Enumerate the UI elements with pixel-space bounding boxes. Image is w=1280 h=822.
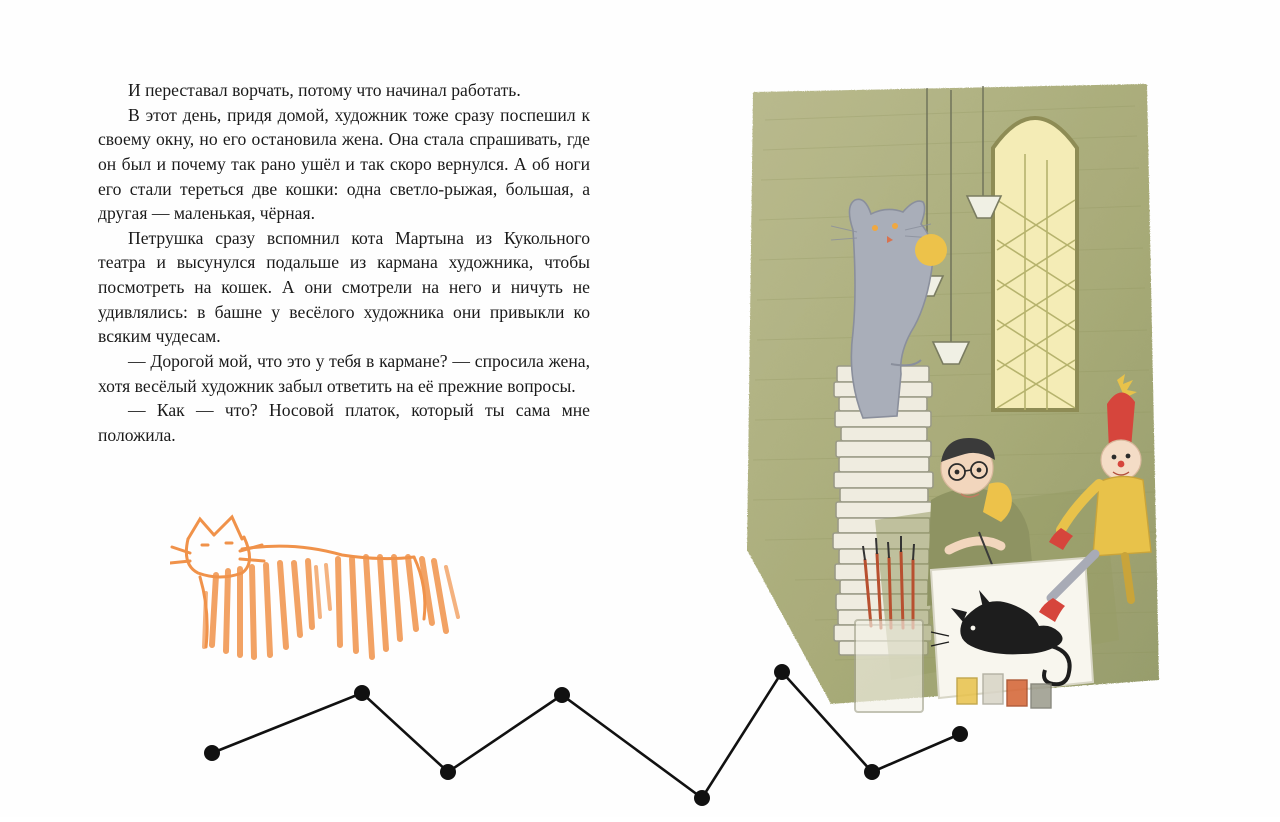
- paragraph-3: Петрушка сразу вспомнил кота Мартына из Кукольного театра и высунулся подальше из кармана художника, чтобы посмотреть на кошек. А они смотрели на него и ничуть не удивлялись: в башне у весёлого художника они привыкли ко всяким чудесам.: [98, 227, 590, 347]
- paragraph-1: И переставал ворчать, потому что начинал работать.: [128, 80, 521, 100]
- chart-point: [554, 687, 570, 703]
- illustration-panel: [735, 80, 1165, 720]
- chart-point: [774, 664, 790, 680]
- paragraph-5: — Как — что? Носовой платок, который ты сама мне положила.: [98, 400, 590, 445]
- chart-point: [204, 745, 220, 761]
- paragraph-2: В этот день, придя домой, художник тоже сразу поспешил к своему окну, но его остановила жена. Она стала спрашивать, где он был и почему так рано ушёл и так скоро вернулся. А об ноги его стали тереться две кошки: одна светло-рыжая, большая, а другая — маленькая, чёрная.: [98, 104, 590, 224]
- chart-points: [204, 664, 968, 806]
- zigzag-line-chart: [180, 660, 990, 817]
- paragraph-4: — Дорогой мой, что это у тебя в кармане? — спросила жена, хотя весёлый художник забыл ответить на её прежние вопросы.: [98, 350, 590, 396]
- chart-point: [952, 726, 968, 742]
- chart-point: [440, 764, 456, 780]
- gothic-window: [993, 118, 1077, 410]
- body-text-column: [98, 78, 590, 447]
- chart-point: [864, 764, 880, 780]
- chart-point: [354, 685, 370, 701]
- chart-point: [694, 790, 710, 806]
- chart-line: [212, 672, 960, 798]
